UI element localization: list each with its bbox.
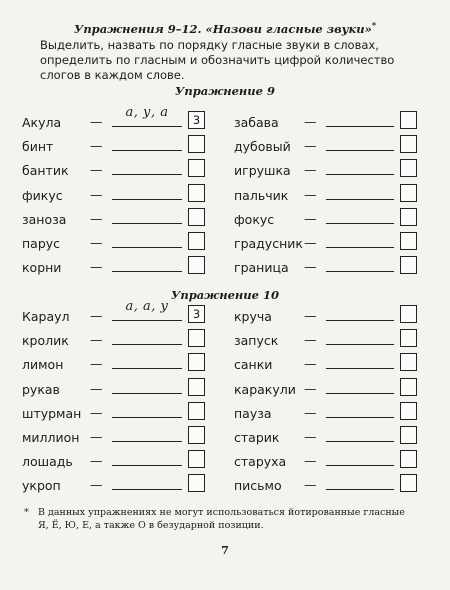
word-label: бантик: [22, 163, 69, 179]
exercise-row: [22, 229, 432, 253]
page-number: 7: [221, 544, 229, 557]
vowels-answer-line[interactable]: [326, 271, 394, 272]
word-label: дубовый: [234, 139, 291, 155]
exercise-row: [22, 156, 432, 180]
dash: —: [90, 404, 103, 420]
word-label: пальчик: [234, 187, 289, 203]
word-label: фикус: [22, 187, 63, 203]
exercise-row: [22, 423, 432, 447]
dash: —: [90, 210, 103, 226]
dash: —: [304, 210, 317, 226]
word-label: круча: [234, 309, 272, 324]
word-label: лошадь: [22, 454, 73, 470]
word-item: [22, 205, 222, 229]
dash: —: [90, 186, 103, 202]
vowels-answer-line[interactable]: [326, 344, 394, 345]
syllable-count-box[interactable]: [400, 159, 417, 177]
vowels-answer-line[interactable]: [112, 393, 182, 394]
word-label: игрушка: [234, 163, 291, 179]
vowels-answer-line[interactable]: [326, 465, 394, 466]
dash: —: [90, 429, 103, 444]
dash: —: [304, 235, 317, 250]
word-label: запуск: [234, 333, 279, 349]
heading-text: Упражнения 9–12. «Назови гласные звуки»: [73, 21, 372, 36]
word-label: старик: [234, 430, 280, 445]
word-label: миллион: [22, 430, 80, 445]
word-label: рукав: [22, 381, 60, 397]
exercise-row: [22, 375, 432, 399]
word-item: [234, 132, 432, 156]
vowels-answer-line[interactable]: [326, 368, 394, 369]
exercise-10-title: Упражнение 10: [171, 288, 279, 302]
syllable-count-box[interactable]: [400, 426, 417, 444]
word-label: Караул: [22, 309, 70, 324]
word-item: [22, 132, 222, 156]
syllable-count-box[interactable]: 3: [188, 111, 205, 129]
word-label: санки: [234, 357, 273, 373]
exercise-row: [22, 205, 432, 229]
word-item: [22, 423, 222, 447]
dash: —: [304, 259, 317, 275]
word-item: [22, 105, 222, 132]
vowels-answer-line[interactable]: [112, 223, 182, 224]
dash: —: [304, 332, 317, 348]
word-item: [234, 471, 432, 495]
word-label: укроп: [22, 478, 61, 494]
vowels-answer-line[interactable]: [112, 105, 182, 127]
syllable-count-box[interactable]: [400, 111, 417, 129]
dash: —: [304, 138, 317, 154]
word-item: [22, 375, 222, 399]
vowels-answer-line[interactable]: [326, 489, 394, 490]
word-item: [22, 399, 222, 423]
exercise-row: [22, 299, 432, 326]
dash: —: [90, 308, 103, 323]
vowels-answer-line[interactable]: [326, 150, 394, 151]
word-item: [234, 423, 432, 447]
word-item: [234, 181, 432, 205]
exercise-row: [22, 447, 432, 471]
vowels-answer-line[interactable]: [326, 199, 394, 200]
vowels-answer-text: а, у, а: [125, 105, 169, 120]
syllable-count-box[interactable]: [400, 232, 417, 250]
vowels-answer-line[interactable]: [112, 465, 182, 466]
word-item: [234, 156, 432, 180]
dash: —: [90, 138, 103, 154]
word-label: фокус: [234, 211, 275, 227]
word-item: [22, 447, 222, 471]
footnote: [24, 506, 418, 532]
word-label: забава: [234, 115, 279, 130]
dash: —: [90, 114, 103, 129]
word-label: парус: [22, 236, 61, 251]
vowels-answer-line[interactable]: [112, 247, 182, 248]
vowels-answer-text: а, а, у: [125, 299, 169, 314]
dash: —: [90, 356, 103, 372]
word-item: [22, 299, 222, 326]
syllable-count-box[interactable]: [400, 256, 417, 274]
syllable-count-box[interactable]: [188, 426, 205, 444]
word-label: каракули: [234, 381, 296, 397]
word-item: [22, 181, 222, 205]
word-label: корни: [22, 260, 62, 276]
word-item: [234, 375, 432, 399]
syllable-count-box[interactable]: [188, 402, 205, 420]
word-label: кролик: [22, 333, 69, 349]
vowels-answer-line[interactable]: [112, 299, 182, 321]
word-label: штурман: [22, 405, 82, 421]
syllable-count-box[interactable]: [188, 232, 205, 250]
word-item: [234, 350, 432, 374]
word-item: [234, 447, 432, 471]
footnote-text: В данных упражнениях не могут использоваться йотированные гласные Я, Ё, Ю, Е, а также О в безударной позиции.: [38, 507, 405, 531]
vowels-answer-line[interactable]: [326, 247, 394, 248]
word-label: лимон: [22, 357, 64, 373]
word-item: [234, 253, 432, 277]
syllable-count-box[interactable]: [188, 474, 205, 492]
vowels-answer-line[interactable]: [112, 441, 182, 442]
dash: —: [304, 162, 317, 178]
word-item: [22, 326, 222, 350]
syllable-count-box[interactable]: [400, 378, 417, 396]
vowels-answer-line[interactable]: [112, 174, 182, 175]
word-label: пауза: [234, 405, 272, 421]
dash: —: [90, 477, 103, 493]
word-item: [22, 350, 222, 374]
vowels-answer-line[interactable]: [112, 417, 182, 418]
vowels-answer-line[interactable]: [326, 174, 394, 175]
syllable-count-box[interactable]: [400, 353, 417, 371]
exercise-row: [22, 105, 432, 132]
syllable-count-box[interactable]: [188, 208, 205, 226]
word-label: старуха: [234, 454, 287, 470]
syllable-count-box[interactable]: [400, 402, 417, 420]
exercise-row: [22, 253, 432, 277]
syllable-count-box[interactable]: [400, 329, 417, 347]
exercise-row: [22, 399, 432, 423]
syllable-count-box[interactable]: [188, 135, 205, 153]
word-item: [22, 156, 222, 180]
dash: —: [90, 162, 103, 178]
syllable-count-box[interactable]: [400, 184, 417, 202]
dash: —: [304, 356, 317, 372]
footnote-star: *: [24, 507, 29, 518]
word-label: граница: [234, 260, 289, 276]
vowels-answer-line[interactable]: [326, 393, 394, 394]
instructions: Выделить, назвать по порядку гласные звуки в словах, определить по гласным и обозначить цифрой количество слогов в каждом слове.: [40, 38, 395, 82]
word-item: [234, 302, 432, 326]
vowels-answer-line[interactable]: [326, 441, 394, 442]
word-item: [234, 399, 432, 423]
dash: —: [304, 477, 317, 493]
word-item: [22, 253, 222, 277]
dash: —: [90, 380, 103, 396]
vowels-answer-line[interactable]: [112, 150, 182, 151]
syllable-count-box[interactable]: [188, 450, 205, 468]
syllable-count-box[interactable]: [188, 329, 205, 347]
syllable-count-box[interactable]: [400, 305, 417, 323]
syllable-count-box[interactable]: [400, 135, 417, 153]
dash: —: [304, 453, 317, 469]
exercise-9-title: Упражнение 9: [175, 84, 275, 98]
page-heading: [0, 20, 450, 36]
vowels-answer-line[interactable]: [326, 126, 394, 127]
word-label: Акула: [22, 115, 62, 130]
vowels-answer-line[interactable]: [112, 271, 182, 272]
syllable-count-box[interactable]: [188, 184, 205, 202]
dash: —: [304, 429, 317, 444]
vowels-answer-line[interactable]: [112, 368, 182, 369]
dash: —: [90, 453, 103, 469]
dash: —: [304, 114, 317, 129]
syllable-count-box[interactable]: [400, 450, 417, 468]
vowels-answer-line[interactable]: [326, 223, 394, 224]
word-label: заноза: [22, 211, 67, 227]
vowels-answer-line[interactable]: [112, 344, 182, 345]
exercise-row: [22, 471, 432, 495]
dash: —: [304, 186, 317, 202]
syllable-count-box[interactable]: [400, 474, 417, 492]
word-item: [234, 229, 432, 253]
syllable-count-box[interactable]: [400, 208, 417, 226]
syllable-count-box[interactable]: [188, 353, 205, 371]
vowels-answer-line[interactable]: [112, 199, 182, 200]
word-label: бинт: [22, 139, 54, 155]
vowels-answer-line[interactable]: [326, 320, 394, 321]
syllable-count-box[interactable]: [188, 256, 205, 274]
word-label: письмо: [234, 478, 282, 494]
dash: —: [90, 259, 103, 275]
word-item: [22, 229, 222, 253]
vowels-answer-line[interactable]: [112, 489, 182, 490]
syllable-count-box[interactable]: 3: [188, 305, 205, 323]
exercise-row: [22, 350, 432, 374]
word-item: [234, 205, 432, 229]
exercise-row: [22, 326, 432, 350]
syllable-count-box[interactable]: [188, 378, 205, 396]
dash: —: [304, 380, 317, 396]
word-item: [234, 326, 432, 350]
dash: —: [90, 235, 103, 250]
vowels-answer-line[interactable]: [326, 417, 394, 418]
footnote-marker: *: [371, 20, 377, 30]
word-label: градусник: [234, 236, 303, 251]
dash: —: [90, 332, 103, 348]
dash: —: [304, 308, 317, 323]
syllable-count-box[interactable]: [188, 159, 205, 177]
exercise-row: [22, 132, 432, 156]
exercise-row: [22, 181, 432, 205]
word-item: [22, 471, 222, 495]
dash: —: [304, 404, 317, 420]
word-item: [234, 108, 432, 132]
